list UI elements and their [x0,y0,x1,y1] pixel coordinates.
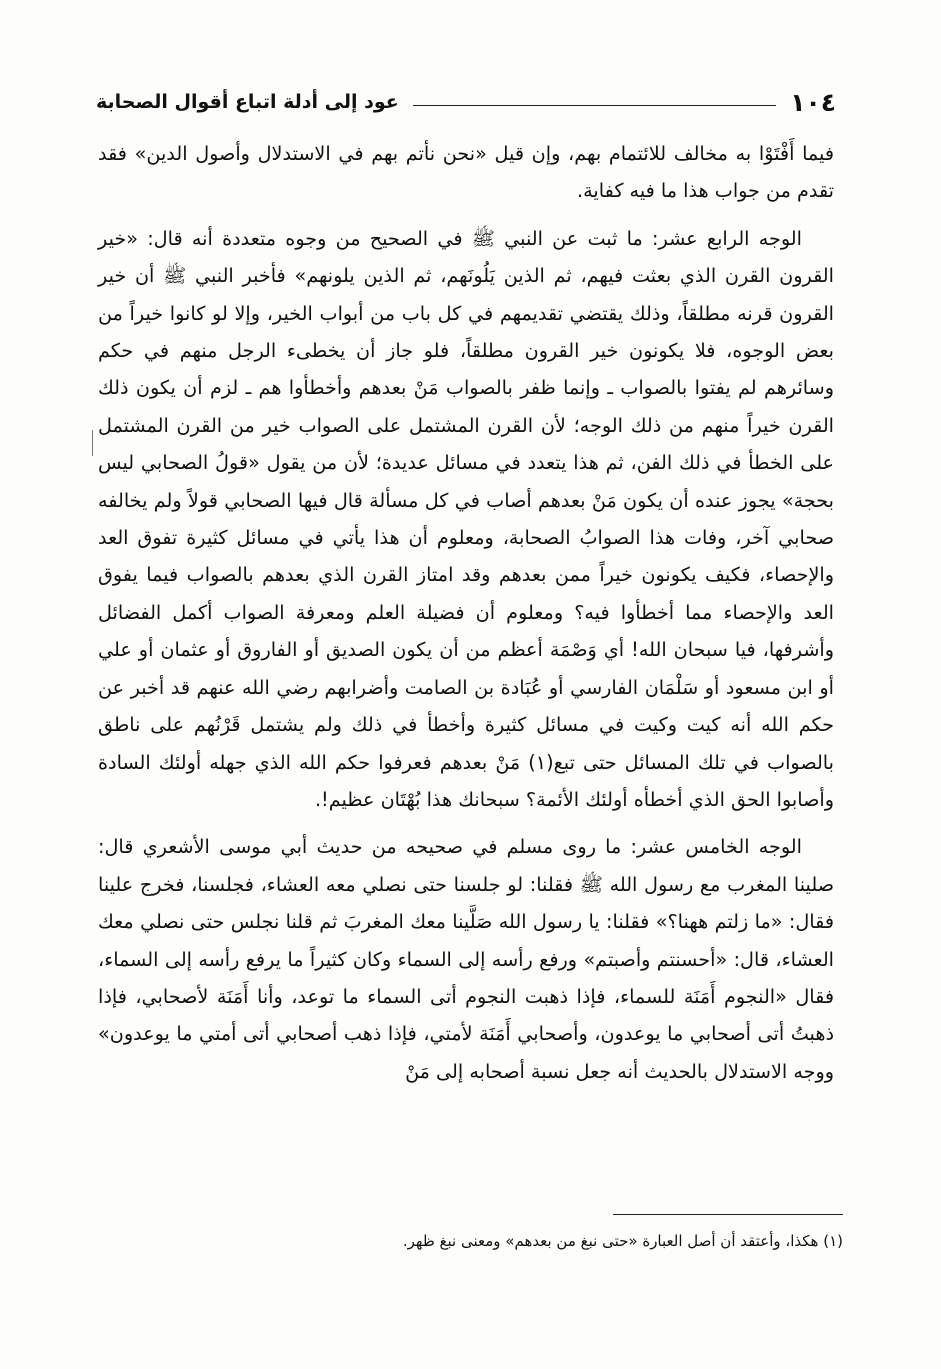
footnote-rule [613,1214,843,1215]
header-rule [413,105,776,106]
body-text [98,135,834,1090]
footnote: (١) هكذا، وأعتقد أن أصل العبارة «حتى نبغ من بعدهم» ومعنى نبغ ظهر. [402,1232,843,1250]
scan-mark [92,430,93,456]
running-title: عود إلى أدلة اتباع أقوال الصحابة [96,91,399,113]
paragraph-fifteenth-aspect: الوجه الخامس عشر: ما روى مسلم في صحيحه من حديث أبي موسى الأشعري قال: صلينا المغرب مع رسول الله ﷺ فقلنا: لو جلسنا حتى نصلي معه العشاء، فجلسنا، فخرج علينا فقال: «ما زلتم ههنا؟» فقلنا: يا رسول الله صَلَّينا معك المغربَ ثم قلنا نجلس حتى نصلي معك العشاء، قال: «أحسنتم وأصبتم» ورفع رأسه إلى السماء وكان كثيراً ما يرفع رأسه إلى السماء، فقال «النجوم أَمَنَة للسماء، فإذا ذهبت النجوم أتى السماء ما توعد، وأنا أَمَنَة لأصحابي، فإذا ذهبتُ أتى أصحابي ما يوعدون، وأصحابي أَمَنَة لأمتي، فإذا ذهب أصحابي أتى أمتي ما يوعدون» ووجه الاستدلال بالحديث أنه جعل نسبة أصحابه إلى مَنْ [98,835,834,1083]
paragraph-continuation: فيما أَفْتَوْا به مخالف للائتمام بهم، وإن قيل «نحن نأتم بهم في الاستدلال وأصول الدين» فقد تقدم من جواب هذا ما فيه كفاية. [98,142,834,203]
page-number: ١٠٤ [790,87,836,117]
page-header [96,82,836,122]
paragraph-fourteenth-aspect: الوجه الرابع عشر: ما ثبت عن النبي ﷺ في الصحيح من وجوه متعددة أنه قال: «خير القرون القرن الذي بعثت فيهم، ثم الذين يَلُونَهم، ثم الذين يلونهم» فأخبر النبي ﷺ أن خير القرون قرنه مطلقاً، وذلك يقتضي تقديمهم في كل باب من أبواب الخير، وإلا لو كانوا خيراً من بعض الوجوه، فلا يكونون خير القرون مطلقاً، فلو جاز أن يخطىء الرجل منهم في حكم وسائرهم لم يفتوا بالصواب ـ وإنما ظفر بالصواب مَنْ بعدهم وأخطأوا هم ـ لزم أن يكون ذلك القرن خيراً منهم من ذلك الوجه؛ لأن القرن المشتمل على الصواب خير من القرن المشتمل على الخطأ في ذلك الفن، ثم هذا يتعدد في مسائل عديدة؛ لأن من يقول «قولُ الصحابي ليس بحجة» يجوز عنده أن يكون مَنْ بعدهم أصاب في كل مسألة قال فيها الصحابي قولاً ولم يخالفه صحابي آخر، وفات هذا الصوابُ الصحابة، ومعلوم أن هذا يأتي في مسائل كثيرة تفوق العد والإحصاء، فكيف يكونون خيراً ممن بعدهم وقد امتاز القرن الذي بعدهم بالصواب فيما يفوق العد والإحصاء مما أخطأوا فيه؟ ومعلوم أن فضيلة العلم ومعرفة الصواب أكمل الفضائل وأشرفها، فيا سبحان الله! أي وَصْمَة أعظم من أن يكون الصديق أو الفاروق أو عثمان أو علي أو ابن مسعود أو سَلْمَان الفارسي أو عُبَادة بن الصامت وأضرابهم رضي الله عنهم قد أخبر عن حكم الله أنه كيت وكيت في مسائل كثيرة وأخطأ في ذلك ولم يشتمل قَرْنُهم على ناطق بالصواب في تلك المسائل حتى تبع(١) مَنْ بعدهم فعرفوا حكم الله الذي جهله أولئك السادة وأصابوا الحق الذي أخطأه أولئك الأئمة؟ سبحانك هذا بُهْتَان عظيم!. [98,226,834,811]
